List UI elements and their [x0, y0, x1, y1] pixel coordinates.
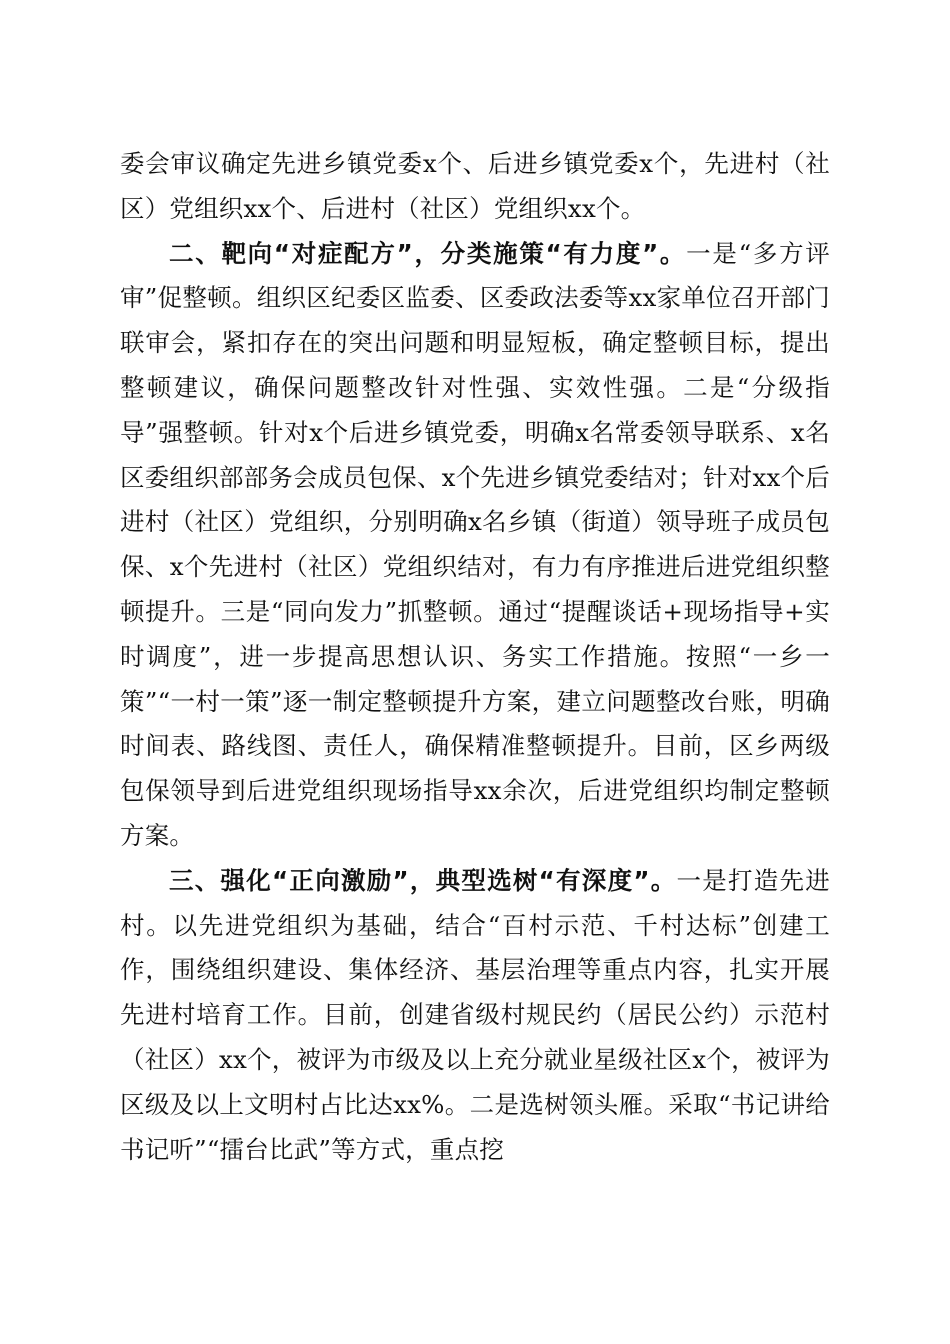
- section-three-heading: 三、强化“正向激励”，典型选树“有深度”。: [169, 865, 677, 895]
- section-three-body: 一是打造先进村。以先进党组织为基础，结合“百村示范、千村达标”创建工作，围绕组织建设、集体经济、基层治理等重点内容，扎实开展先进村培育工作。目前，创建省级村规民约（居民公约）示范村（社区）xx个，被评为市级及以上充分就业星级社区x个，被评为区级及以上文明村占比达xx%。二是选树领头雁。采取“书记讲给书记听”“擂台比武”等方式，重点挖: [120, 865, 831, 1164]
- section-two-heading: 二、靶向“对症配方”，分类施策“有力度”。: [169, 238, 687, 268]
- document-page: [120, 142, 830, 1172]
- section-two-body: 一是“多方评审”促整顿。组织区纪委区监委、区委政法委等xx家单位召开部门联审会，紧扣存在的突出问题和明显短板，确定整顿目标，提出整顿建议，确保问题整改针对性强、实效性强。二是“分级指导”强整顿。针对x个后进乡镇党委，明确x名常委领导联系、x名区委组织部部务会成员包保、x个先进乡镇党委结对；针对xx个后进村（社区）党组织，分别明确x名乡镇（街道）领导班子成员包保、x个先进村（社区）党组织结对，有力有序推进后进党组织整顿提升。三是“同向发力”抓整顿。通过“提醒谈话+现场指导+实时调度”，进一步提高思想认识、务实工作措施。按照“一乡一策”“一村一策”逐一制定整顿提升方案，建立问题整改台账，明确时间表、路线图、责任人，确保精准整顿提升。目前，区乡两级包保领导到后进党组织现场指导xx余次，后进党组织均制定整顿方案。: [120, 238, 830, 850]
- paragraph-section-three: [120, 859, 830, 1173]
- paragraph-section-two: [120, 232, 830, 859]
- paragraph-1-body: 委会审议确定先进乡镇党委x个、后进乡镇党委x个，先进村（社区）党组织xx个、后进村（社区）党组织xx个。: [120, 149, 830, 223]
- paragraph-continuation: [120, 142, 830, 232]
